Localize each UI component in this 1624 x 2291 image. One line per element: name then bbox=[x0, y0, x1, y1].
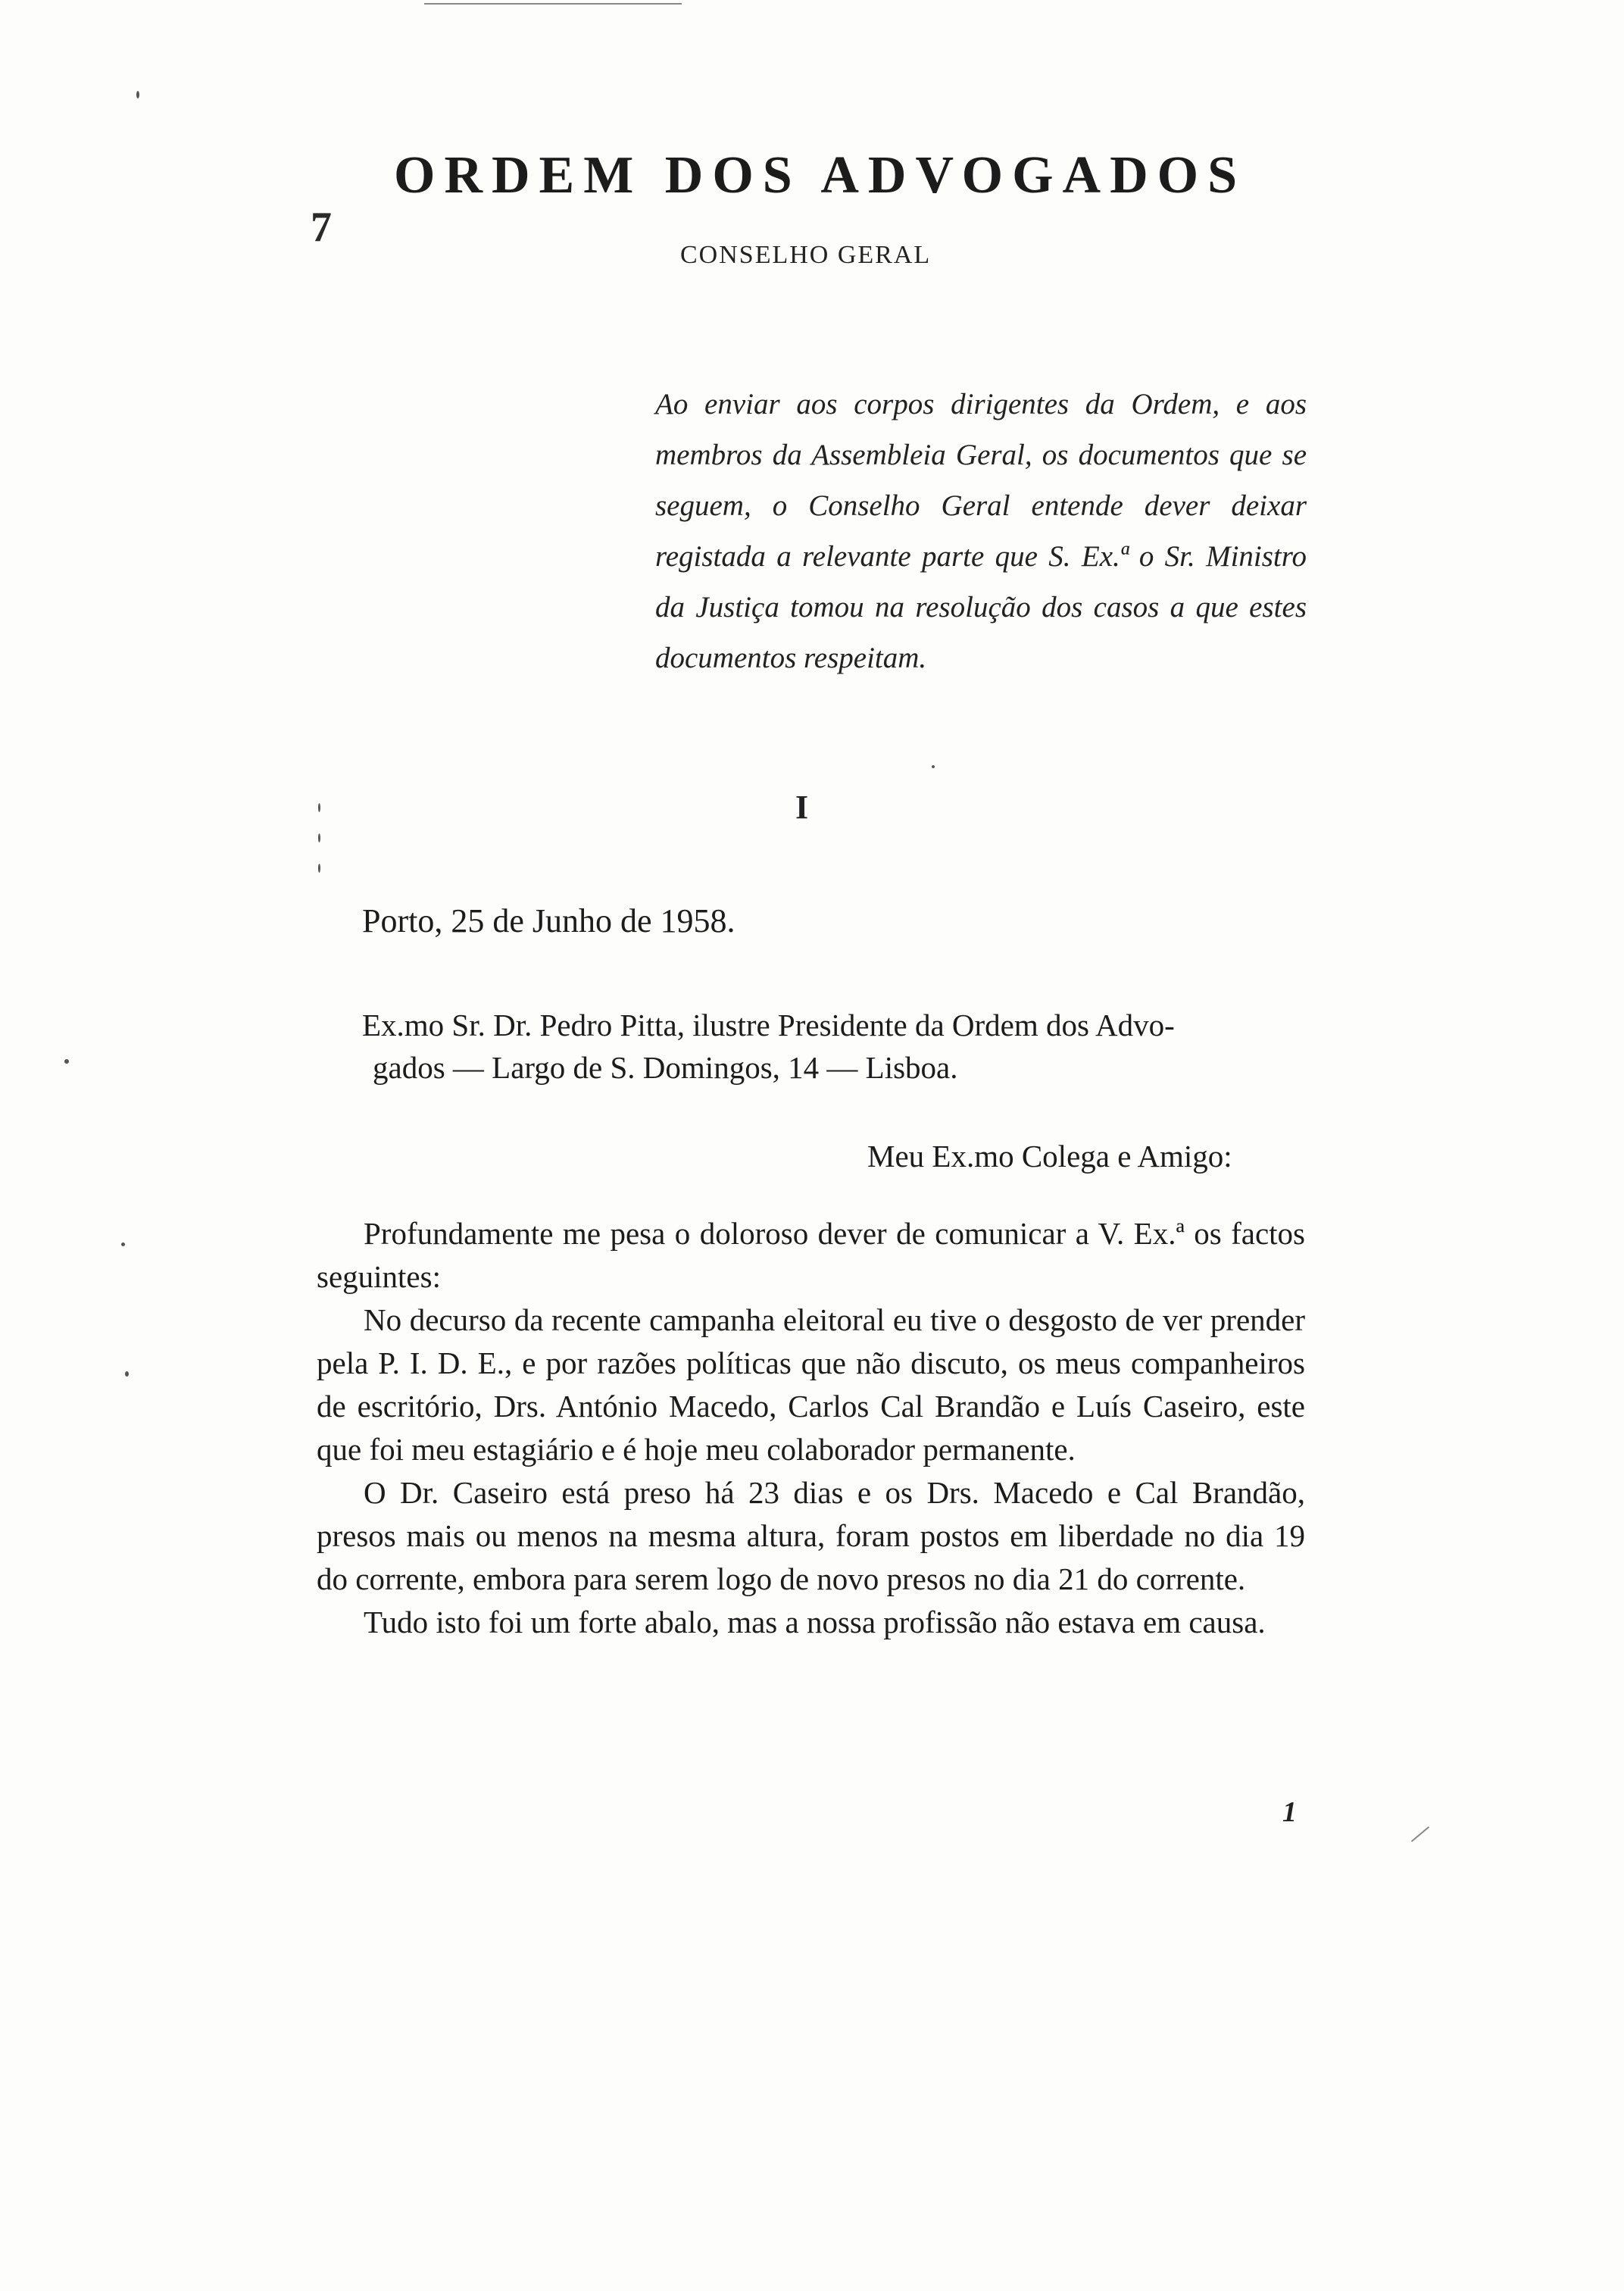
body-paragraph: No decurso da recente campanha eleitoral eu tive o desgosto de ver prender pela P. I. D. E., e por razões políticas que não discuto, os meus companheiros de escritório, Drs. António Macedo, Carlos Cal Brandão e Luís Caseiro, este que foi meu estagiário e é hoje meu colaborador permanente. bbox=[317, 1302, 1305, 1467]
scan-speck bbox=[64, 1059, 69, 1064]
letter-body bbox=[317, 1212, 1305, 1644]
scan-speck bbox=[318, 803, 320, 812]
scan-speck bbox=[318, 864, 320, 873]
letter-salutation: Meu Ex.mo Colega e Amigo: bbox=[867, 1139, 1232, 1174]
letter-date: Porto, 25 de Junho de 1958. bbox=[362, 902, 735, 939]
body-paragraph: O Dr. Caseiro está preso há 23 dias e os Drs. Macedo e Cal Brandão, presos mais ou menos na mesma altura, foram postos em liberdade no dia 19 do corrente, embora para serem logo de novo presos no dia 21 do corrente. bbox=[317, 1475, 1305, 1596]
corner-mark: 7 bbox=[311, 204, 332, 251]
scan-speck bbox=[318, 833, 320, 842]
letter-addressee bbox=[362, 1004, 1309, 1089]
page-number: 1 bbox=[1282, 1796, 1297, 1828]
intro-note: Ao enviar aos corpos dirigentes da Ordem, e aos membros da Assembleia Geral, os documentos que se seguem, o Conselho Geral entende dever deixar registada a relevante parte que S. Ex.ª o Sr. Ministro da Justiça tomou na resolução dos casos a que estes documentos respeitam. bbox=[655, 388, 1307, 674]
body-paragraph: Tudo isto foi um forte abalo, mas a nossa profissão não estava em causa. bbox=[364, 1605, 1266, 1639]
page-title: ORDEM DOS ADVOGADOS bbox=[394, 146, 1247, 205]
scan-scratch bbox=[424, 3, 682, 5]
scan-speck bbox=[932, 765, 935, 768]
scan-speck bbox=[125, 1371, 129, 1377]
addressee-line-1: Ex.mo Sr. Dr. Pedro Pitta, ilustre Presidente da Ordem dos Advo- bbox=[362, 1008, 1175, 1042]
scan-speck bbox=[121, 1242, 125, 1246]
page-subtitle: CONSELHO GERAL bbox=[680, 241, 932, 269]
scan-scratch bbox=[1411, 1827, 1429, 1842]
body-paragraph: Profundamente me pesa o doloroso dever de comunicar a V. Ex.ª os factos seguintes: bbox=[317, 1216, 1305, 1294]
addressee-line-2: gados — Largo de S. Domingos, 14 — Lisboa. bbox=[373, 1050, 958, 1085]
scan-speck bbox=[136, 91, 139, 98]
section-number: I bbox=[795, 789, 809, 826]
